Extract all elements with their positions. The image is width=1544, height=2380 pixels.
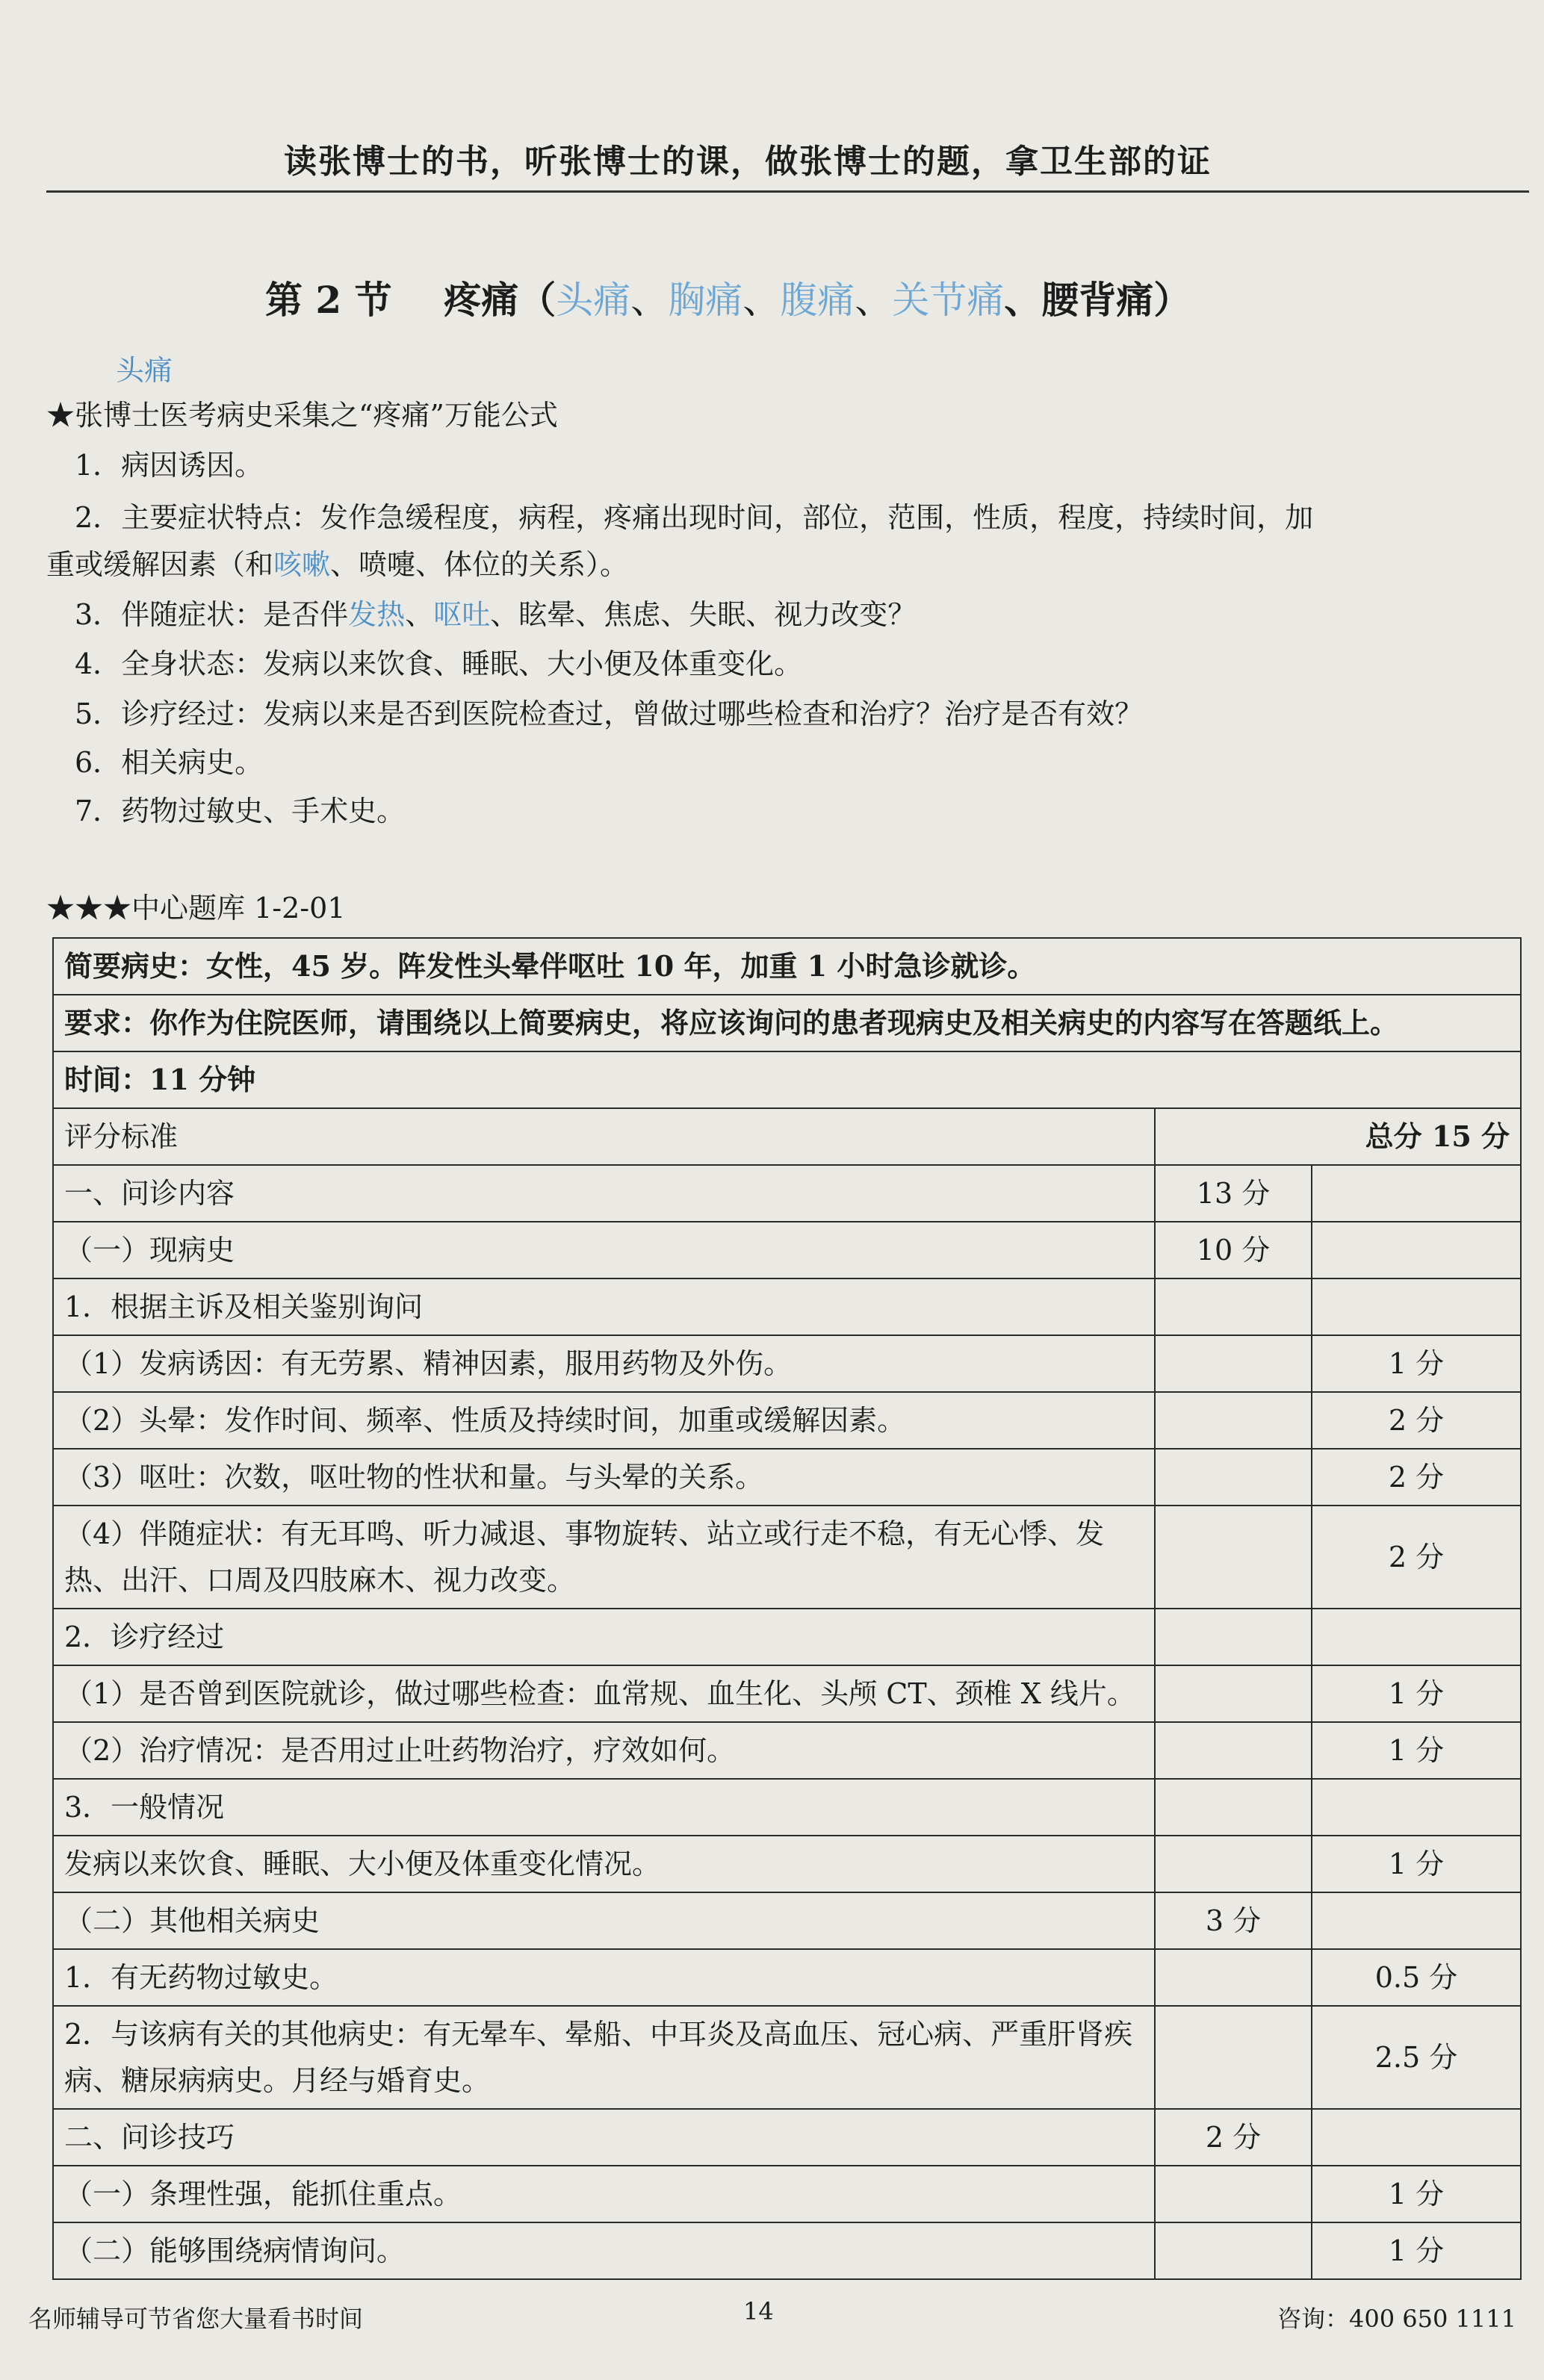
table-row bbox=[53, 2166, 1521, 2222]
table-row bbox=[53, 1506, 1521, 1609]
header-divider bbox=[46, 190, 1529, 193]
item-score: 1 分 bbox=[1312, 1722, 1521, 1779]
subtotal-score bbox=[1155, 2222, 1312, 2279]
item-score: 2 分 bbox=[1312, 1506, 1521, 1609]
highlight-vomit: 呕吐 bbox=[433, 598, 491, 631]
item-score bbox=[1312, 1222, 1521, 1278]
item-score bbox=[1312, 1165, 1521, 1222]
page-header: 读张博士的书，听张博士的课，做张博士的题，拿卫生部的证 bbox=[284, 143, 1212, 181]
row-text: （1）是否曾到医院就诊，做过哪些检查：血常规、血生化、头颅 CT、颈椎 X 线片。 bbox=[53, 1665, 1155, 1722]
item-score bbox=[1312, 1278, 1521, 1335]
formula-item-2: 2．主要症状特点：发作急缓程度，病程，疼痛出现时间，部位，范围，性质，程度，持续时间，加 bbox=[75, 501, 1314, 534]
row-text: （2）治疗情况：是否用过止吐药物治疗，疗效如何。 bbox=[53, 1722, 1155, 1779]
question-bank-label: ★★★中心题库 1-2-01 bbox=[46, 892, 346, 925]
title-topic-headache: 头痛 bbox=[556, 279, 631, 322]
title-separator: 、 bbox=[630, 279, 669, 322]
row-text: （一）现病史 bbox=[53, 1222, 1155, 1278]
formula-item-6: 6．相关病史。 bbox=[75, 746, 264, 779]
item-score bbox=[1312, 1609, 1521, 1665]
title-topic-back: 、腰背痛） bbox=[1004, 278, 1191, 322]
table-row bbox=[53, 1449, 1521, 1506]
row-text: （一）条理性强，能抓住重点。 bbox=[53, 2166, 1155, 2222]
subtotal-score bbox=[1155, 1392, 1312, 1449]
table-row bbox=[53, 1779, 1521, 1836]
title-topic-chest: 胸痛 bbox=[668, 279, 743, 322]
criteria-label: 评分标准 bbox=[53, 1108, 1155, 1165]
formula-item-2-cont bbox=[46, 541, 628, 582]
total-score: 总分 15 分 bbox=[1155, 1108, 1521, 1165]
table-row bbox=[53, 1722, 1521, 1779]
table-row bbox=[53, 2222, 1521, 2279]
formula-title: ★张博士医考病史采集之“疼痛”万能公式 bbox=[46, 399, 558, 432]
footer-slogan: 名师辅导可节省您大量看书时间 bbox=[28, 2305, 364, 2333]
subtotal-score bbox=[1155, 1722, 1312, 1779]
table-row bbox=[53, 1892, 1521, 1949]
item-score: 2.5 分 bbox=[1312, 2006, 1521, 2109]
row-text: 3．一般情况 bbox=[53, 1779, 1155, 1836]
text-run: 、喷嚏、体位的关系）。 bbox=[330, 548, 629, 581]
subtotal-score bbox=[1155, 1665, 1312, 1722]
row-text: （2）头晕：发作时间、频率、性质及持续时间，加重或缓解因素。 bbox=[53, 1392, 1155, 1449]
item-score bbox=[1312, 1779, 1521, 1836]
subtotal-score bbox=[1155, 1506, 1312, 1609]
formula-item-4: 4．全身状态：发病以来饮食、睡眠、大小便及体重变化。 bbox=[75, 647, 803, 680]
item-score: 1 分 bbox=[1312, 1665, 1521, 1722]
subsection-heading: 头痛 bbox=[116, 354, 173, 387]
table-row bbox=[53, 1278, 1521, 1335]
row-text: 1．根据主诉及相关鉴别询问 bbox=[53, 1278, 1155, 1335]
formula-item-3 bbox=[75, 591, 916, 633]
table-row bbox=[53, 1165, 1521, 1222]
item-score bbox=[1312, 1892, 1521, 1949]
item-score: 1 分 bbox=[1312, 1335, 1521, 1392]
table-row bbox=[53, 1335, 1521, 1392]
item-score bbox=[1312, 2109, 1521, 2166]
subtotal-score bbox=[1155, 1278, 1312, 1335]
subtotal-score bbox=[1155, 1449, 1312, 1506]
row-text: 2．诊疗经过 bbox=[53, 1609, 1155, 1665]
highlight-fever: 发热 bbox=[348, 598, 406, 631]
row-text: 2．与该病有关的其他病史：有无晕车、晕船、中耳炎及高血压、冠心病、严重肝肾疾病、糖尿病病史。月经与婚育史。 bbox=[53, 2006, 1155, 2109]
subtotal-score bbox=[1155, 1609, 1312, 1665]
page-number: 14 bbox=[743, 2297, 774, 2325]
highlight-cough: 咳嗽 bbox=[273, 548, 331, 581]
row-text: 发病以来饮食、睡眠、大小便及体重变化情况。 bbox=[53, 1836, 1155, 1892]
table-row bbox=[53, 1665, 1521, 1722]
formula-item-5: 5．诊疗经过：发病以来是否到医院检查过，曾做过哪些检查和治疗？治疗是否有效？ bbox=[75, 697, 1144, 730]
scoring-table bbox=[52, 937, 1522, 2280]
title-separator: 、 bbox=[855, 279, 893, 322]
table-row bbox=[53, 1949, 1521, 2006]
subtotal-score bbox=[1155, 1836, 1312, 1892]
subtotal-score: 2 分 bbox=[1155, 2109, 1312, 2166]
table-row bbox=[53, 2109, 1521, 2166]
text-run: 重或缓解因素（和 bbox=[46, 548, 274, 581]
row-text: 一、问诊内容 bbox=[53, 1165, 1155, 1222]
footer-contact: 咨询：400 650 1111 bbox=[1277, 2305, 1516, 2333]
item-score: 0.5 分 bbox=[1312, 1949, 1521, 2006]
task-requirement: 要求：你作为住院医师，请围绕以上简要病史，将应该询问的患者现病史及相关病史的内容写在答题纸上。 bbox=[53, 995, 1521, 1051]
subtotal-score: 13 分 bbox=[1155, 1165, 1312, 1222]
table-row bbox=[53, 1222, 1521, 1278]
subtotal-score bbox=[1155, 1335, 1312, 1392]
case-summary: 简要病史：女性，45 岁。阵发性头晕伴呕吐 10 年，加重 1 小时急诊就诊。 bbox=[53, 938, 1521, 995]
item-score: 2 分 bbox=[1312, 1449, 1521, 1506]
item-score: 1 分 bbox=[1312, 1836, 1521, 1892]
title-topic-joint: 关节痛 bbox=[892, 279, 1005, 322]
formula-item-7: 7．药物过敏史、手术史。 bbox=[75, 795, 406, 827]
title-separator: 、 bbox=[742, 279, 781, 322]
section-title-main: 疼痛（ bbox=[444, 278, 556, 322]
text-run: 3．伴随症状：是否伴 bbox=[75, 598, 349, 631]
item-score: 1 分 bbox=[1312, 2222, 1521, 2279]
row-text: 1．有无药物过敏史。 bbox=[53, 1949, 1155, 2006]
table-row bbox=[53, 2006, 1521, 2109]
item-score: 2 分 bbox=[1312, 1392, 1521, 1449]
table-row bbox=[53, 1392, 1521, 1449]
subtotal-score bbox=[1155, 2006, 1312, 2109]
formula-item-1: 1．病因诱因。 bbox=[75, 449, 264, 482]
section-title bbox=[265, 270, 1191, 324]
text-run: 、眩晕、焦虑、失眠、视力改变？ bbox=[490, 598, 917, 631]
subtotal-score bbox=[1155, 1779, 1312, 1836]
table-row bbox=[53, 1836, 1521, 1892]
table-row bbox=[53, 1609, 1521, 1665]
text-run: 、 bbox=[405, 598, 434, 631]
row-text: （1）发病诱因：有无劳累、精神因素，服用药物及外伤。 bbox=[53, 1335, 1155, 1392]
title-topic-abdomen: 腹痛 bbox=[780, 279, 855, 322]
subtotal-score bbox=[1155, 2166, 1312, 2222]
row-text: （4）伴随症状：有无耳鸣、听力减退、事物旋转、站立或行走不稳，有无心悸、发热、出汗、口周及四肢麻木、视力改变。 bbox=[53, 1506, 1155, 1609]
row-text: （二）其他相关病史 bbox=[53, 1892, 1155, 1949]
item-score: 1 分 bbox=[1312, 2166, 1521, 2222]
row-text: （二）能够围绕病情询问。 bbox=[53, 2222, 1155, 2279]
row-text: 二、问诊技巧 bbox=[53, 2109, 1155, 2166]
subtotal-score: 10 分 bbox=[1155, 1222, 1312, 1278]
section-number: 第 2 节 bbox=[265, 278, 392, 322]
row-text: （3）呕吐：次数，呕吐物的性状和量。与头晕的关系。 bbox=[53, 1449, 1155, 1506]
subtotal-score: 3 分 bbox=[1155, 1892, 1312, 1949]
time-limit: 时间：11 分钟 bbox=[53, 1051, 1521, 1108]
subtotal-score bbox=[1155, 1949, 1312, 2006]
